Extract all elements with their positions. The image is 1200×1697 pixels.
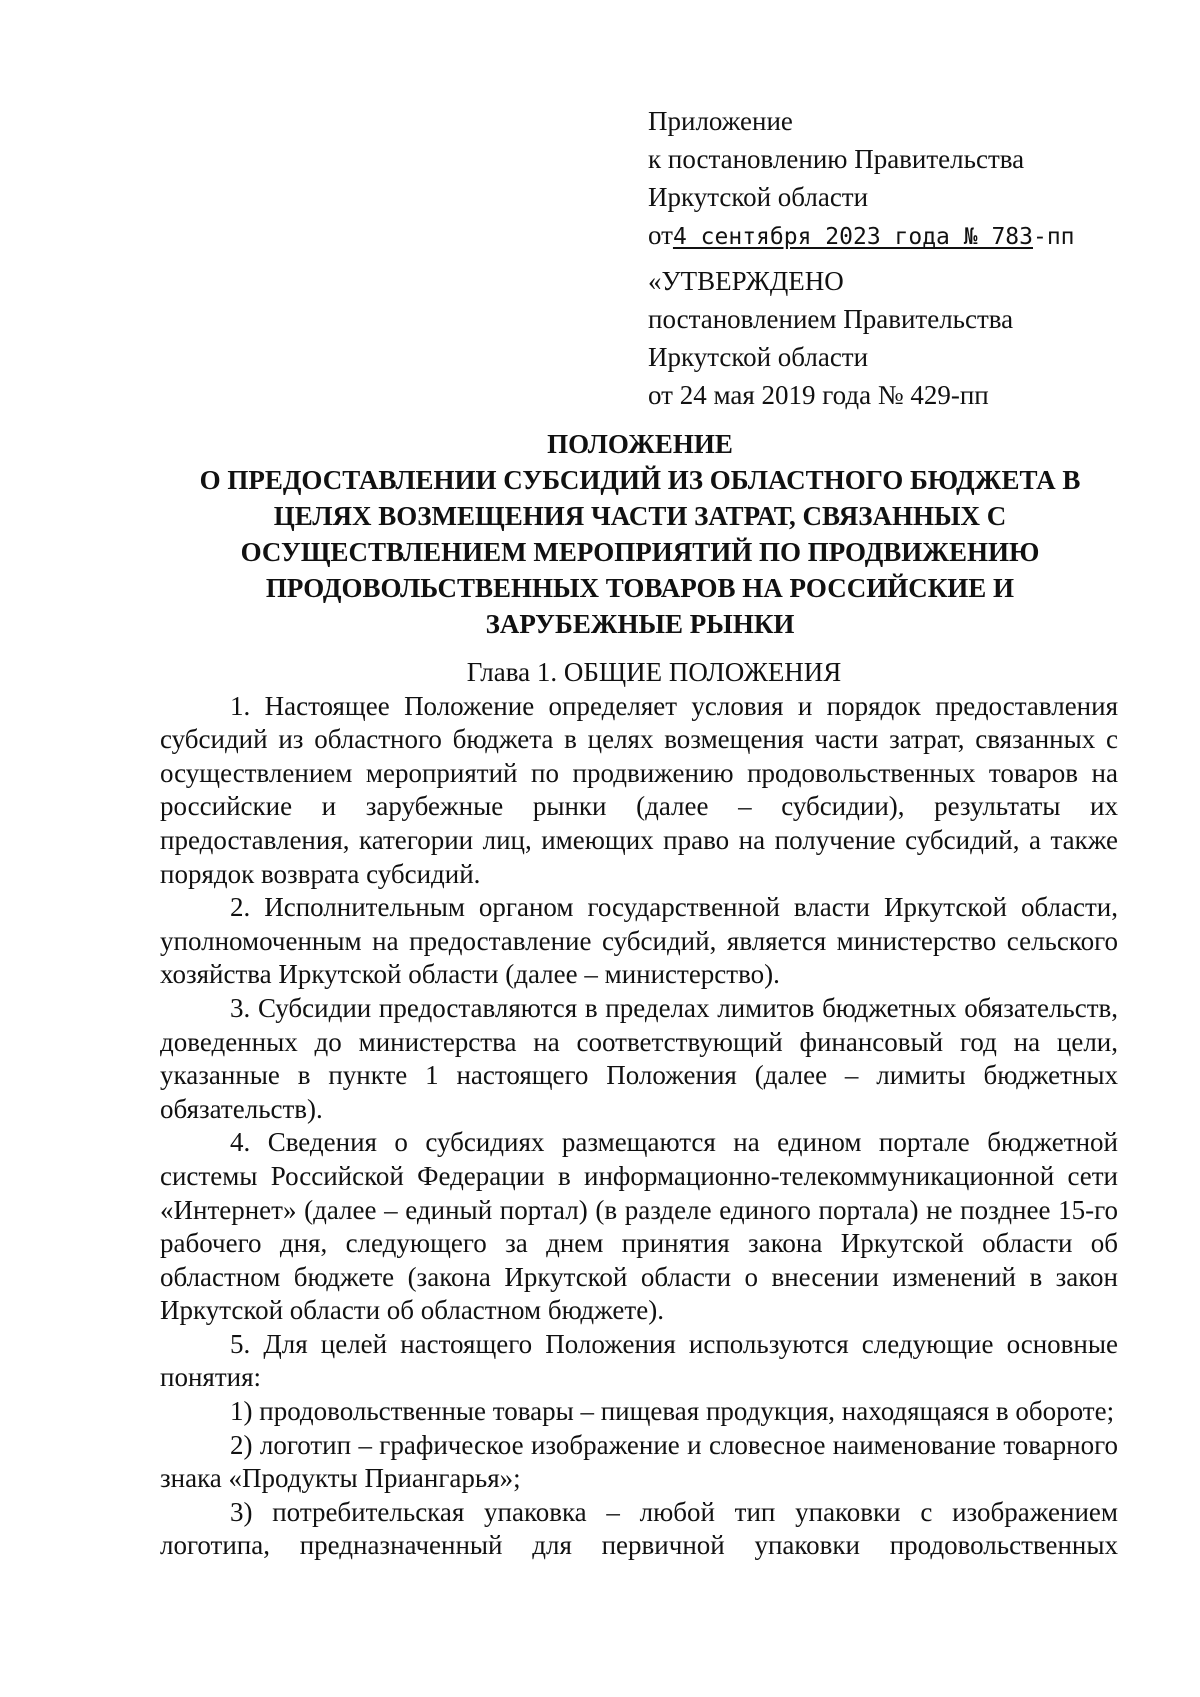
- title-line: ЗАРУБЕЖНЫЕ РЫНКИ: [485, 609, 795, 639]
- paragraph-5-item-2: 2) логотип – графическое изображение и словесное наименование товарного знака «Продукты Приангарья»;: [160, 1429, 1118, 1494]
- appendix-date-suffix: -пп: [1032, 224, 1075, 250]
- title-line: ПОЛОЖЕНИЕ: [547, 429, 733, 459]
- paragraph-2: 2. Исполнительным органом государственной власти Иркутской области, уполномоченным на предоставление субсидий, является министерство сельского хозяйства Иркутской области (далее – министерство).: [160, 892, 1118, 990]
- approved-header: [648, 262, 1013, 414]
- title-line: ОСУЩЕСТВЛЕНИЕМ МЕРОПРИЯТИЙ ПО ПРОДВИЖЕНИЮ: [240, 537, 1040, 567]
- chapter-heading: Глава 1. ОБЩИЕ ПОЛОЖЕНИЯ: [466, 657, 842, 687]
- approved-label: «УТВЕРЖДЕНО: [648, 266, 844, 296]
- appendix-to-resolution: к постановлению Правительства: [648, 144, 1025, 174]
- approved-by-resolution: постановлением Правительства: [648, 304, 1014, 334]
- title-line: О ПРЕДОСТАВЛЕНИИ СУБСИДИЙ ИЗ ОБЛАСТНОГО БЮДЖЕТА В: [199, 465, 1081, 495]
- scan-artifact: [1020, 10, 1060, 16]
- title-line: ПРОДОВОЛЬСТВЕННЫХ ТОВАРОВ НА РОССИЙСКИЕ И: [265, 573, 1015, 603]
- appendix-header: [648, 102, 1075, 256]
- appendix-label: Приложение: [648, 106, 793, 136]
- title-line: ЦЕЛЯХ ВОЗМЕЩЕНИЯ ЧАСТИ ЗАТРАТ, СВЯЗАННЫХ С: [273, 501, 1007, 531]
- appendix-region: Иркутской области: [648, 182, 869, 212]
- appendix-date-line: [648, 216, 1075, 256]
- paragraph-5-item-3: 3) потребительская упаковка – любой тип упаковки с изображением логотипа, предназначенный для первичной упаковки продовольственных: [160, 1496, 1118, 1561]
- document-body: [160, 656, 1118, 1563]
- paragraph-5: 5. Для целей настоящего Положения используются следующие основные понятия:: [160, 1328, 1118, 1393]
- approved-date: от 24 мая 2019 года № 429-пп: [648, 380, 989, 410]
- document-title: [160, 426, 1120, 642]
- paragraph-1: 1. Настоящее Положение определяет условия и порядок предоставления субсидий из областного бюджета в целях возмещения части затрат, связанных с осуществлением мероприятий по продвижению продовольственных товаров на российские и зарубежные рынки (далее – субсидии), результаты их предоставления, категории лиц, имеющих право на получение субсидий, а также порядок возврата субсидий.: [160, 690, 1118, 889]
- appendix-date-prefix: от: [648, 220, 673, 250]
- paragraph-3: 3. Субсидии предоставляются в пределах лимитов бюджетных обязательств, доведенных до министерства на соответствующий финансовый год на цели, указанные в пункте 1 настоящего Положения (далее – лимиты бюджетных обязательств).: [160, 992, 1118, 1124]
- paragraph-4: 4. Сведения о субсидиях размещаются на едином портале бюджетной системы Российской Федерации в информационно-телекоммуникационной сети «Интернет» (далее – единый портал) (в разделе единого портала) не позднее 15-го рабочего дня, следующего за днем принятия закона Иркутской области об областном бюджете (закона Иркутской области о внесении изменений в закон Иркутской области об областном бюджете).: [160, 1127, 1118, 1326]
- approved-region: Иркутской области: [648, 342, 869, 372]
- paragraph-5-item-1: 1) продовольственные товары – пищевая продукция, находящаяся в обороте;: [230, 1396, 1115, 1427]
- appendix-date-filled: 4 сентября 2023 года № 783: [672, 224, 1033, 250]
